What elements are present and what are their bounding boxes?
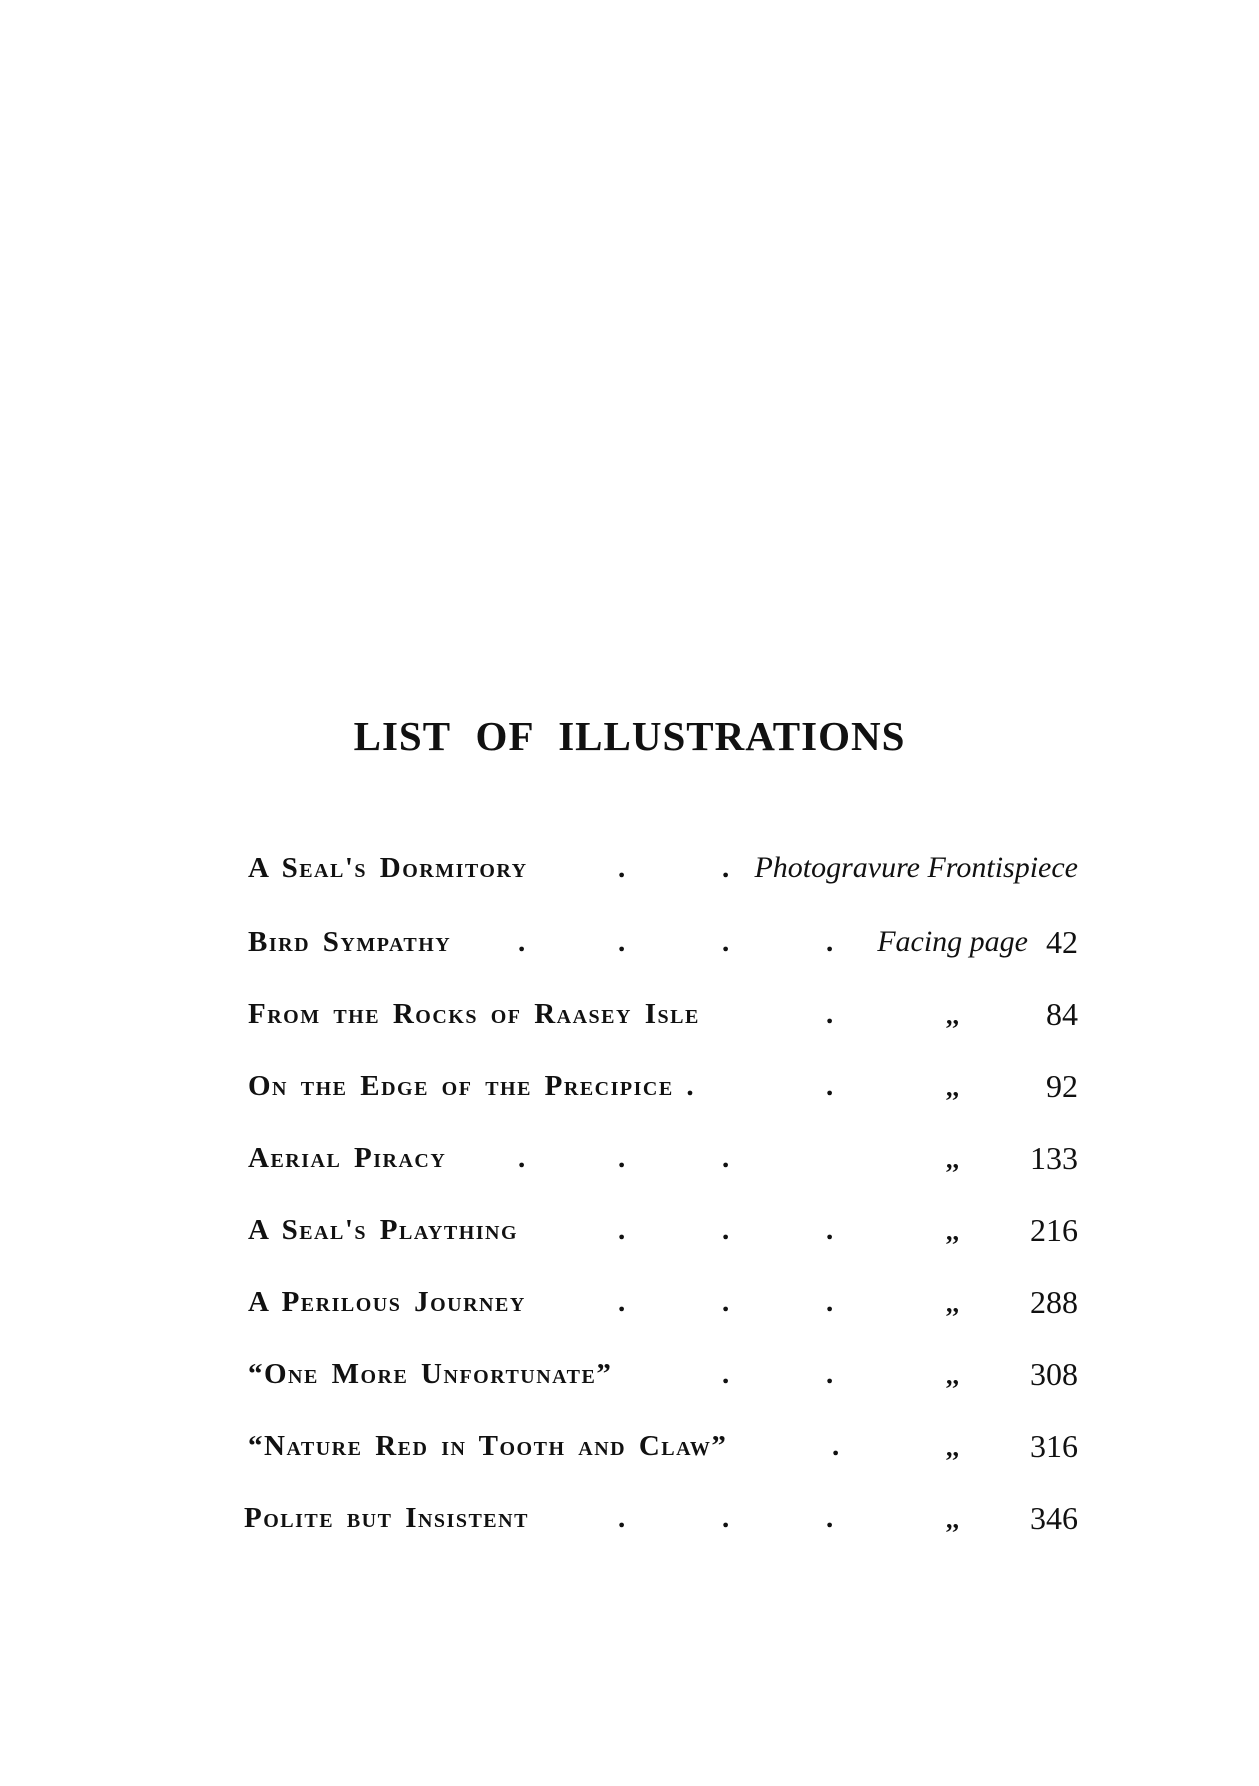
ditto-mark: ,, <box>946 1001 959 1030</box>
list-item <box>248 1280 1078 1324</box>
ditto-mark: ,, <box>946 1505 959 1534</box>
list-item <box>248 1064 1078 1108</box>
leader-dot: . <box>826 1358 834 1390</box>
page-number: 92 <box>1046 1068 1078 1104</box>
illustration-title: From the Rocks of Raasey Isle <box>248 998 700 1030</box>
leader-dot: . <box>722 852 730 884</box>
ditto-mark: ,, <box>946 1073 959 1102</box>
page-number: 216 <box>1030 1212 1078 1248</box>
list-item <box>248 1424 1078 1468</box>
leader-dot: . <box>618 852 626 884</box>
ditto-mark: ,, <box>946 1433 959 1462</box>
illustration-title: “One More Unfortunate” <box>248 1358 613 1390</box>
page-number: 308 <box>1030 1356 1078 1392</box>
ditto-mark: ,, <box>946 1361 959 1390</box>
illustration-title: A Seal's Dormitory <box>248 852 528 884</box>
ditto-mark: ,, <box>946 1289 959 1318</box>
leader-dot: . <box>518 926 526 958</box>
leader-dot: . <box>826 1214 834 1246</box>
leader-dot: . <box>826 1502 834 1534</box>
list-item <box>248 1352 1078 1396</box>
page-reference: Photogravure Frontispiece <box>754 851 1078 884</box>
illustration-title: A Seal's Plaything <box>248 1214 519 1246</box>
page-number: 133 <box>1030 1140 1078 1176</box>
leader-dot: . <box>826 1286 834 1318</box>
page-title: LIST OF ILLUSTRATIONS <box>353 713 906 759</box>
page-number: 288 <box>1030 1284 1078 1320</box>
ditto-mark: ,, <box>946 1217 959 1246</box>
leader-dot: . <box>722 1502 730 1534</box>
list-item <box>248 920 1078 964</box>
page-number: 42 <box>1046 924 1078 960</box>
illustration-title: On the Edge of the Precipice . <box>248 1070 696 1102</box>
leader-dot: . <box>722 1286 730 1318</box>
leader-dot: . <box>618 926 626 958</box>
illustration-title: “Nature Red in Tooth and Claw” <box>248 1430 728 1462</box>
leader-dot: . <box>518 1142 526 1174</box>
ditto-mark: ,, <box>946 1145 959 1174</box>
leader-dot: . <box>832 1430 840 1462</box>
illustration-title: A Perilous Journey <box>248 1286 526 1318</box>
page-number: 316 <box>1030 1428 1078 1464</box>
illustration-title: Aerial Piracy <box>248 1142 447 1174</box>
illustration-title: Polite but Insistent <box>244 1502 529 1534</box>
leader-dot: . <box>826 926 834 958</box>
page-number: 346 <box>1030 1500 1078 1536</box>
list-item <box>248 992 1078 1036</box>
leader-dot: . <box>722 926 730 958</box>
leader-dot: . <box>722 1358 730 1390</box>
leader-dot: . <box>618 1502 626 1534</box>
list-item <box>248 846 1078 890</box>
page-number: 84 <box>1046 996 1078 1032</box>
page-prefix: Facing page <box>877 925 1028 958</box>
leader-dot: . <box>722 1142 730 1174</box>
leader-dot: . <box>722 1214 730 1246</box>
list-item <box>244 1496 1078 1540</box>
leader-dot: . <box>826 998 834 1030</box>
leader-dot: . <box>618 1214 626 1246</box>
list-item <box>248 1208 1078 1252</box>
illustration-title: Bird Sympathy <box>248 926 452 958</box>
leader-dot: . <box>826 1070 834 1102</box>
leader-dot: . <box>618 1142 626 1174</box>
leader-dot: . <box>618 1286 626 1318</box>
list-item <box>248 1136 1078 1180</box>
